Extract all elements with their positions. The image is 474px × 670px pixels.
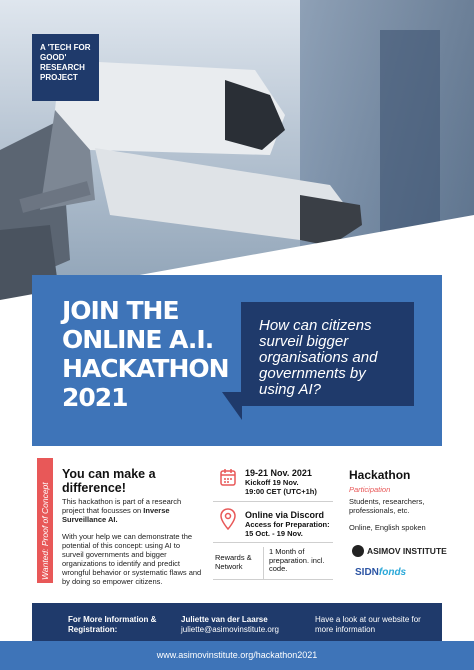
language-info: Online, English spoken [349, 523, 426, 532]
question-text: How can citizens surveil bigger organisations and governments by using AI? [259, 317, 378, 398]
participation-label: Participation [349, 485, 391, 494]
prep-dates: 15 Oct. - 19 Nov. [245, 528, 303, 538]
contact-bar [32, 603, 442, 641]
contact-person [181, 615, 279, 634]
calendar-icon [220, 468, 236, 486]
kickoff-time: 19:00 CET (UTC+1h) [245, 486, 317, 496]
sidn-fonds-logo [355, 567, 406, 578]
question-bubble-tail [222, 392, 242, 420]
main-headline: JOIN THE ONLINE A.I. HACKATHON 2021 [62, 296, 229, 412]
asimov-logo-text: ASIMOV INSTITUTE [367, 546, 447, 556]
prep-label: Access for Preparation: [245, 520, 330, 529]
rewards-value: 1 Month of preparation. incl. code. [269, 547, 325, 573]
website-note: Have a look at our website for more information [315, 615, 421, 634]
contact-email[interactable]: juliette@asimovinstitute.org [181, 624, 279, 634]
divider [213, 542, 333, 543]
research-project-badge: A 'TECH FOR GOOD' RESEARCH PROJECT [32, 34, 99, 101]
location-pin-icon [220, 508, 236, 530]
vertical-divider [263, 547, 264, 579]
sidn-logo-text-a: SIDN [355, 567, 379, 578]
hackathon-info [349, 468, 449, 532]
footer-url-bar [0, 641, 474, 670]
intro-paragraph-1 [62, 497, 202, 524]
asimov-logo-icon [352, 545, 364, 557]
asimov-institute-logo [352, 545, 447, 557]
website-link[interactable]: www.asimovinstitute.org/hackathon2021 [156, 650, 318, 660]
kickoff-label: Kickoff 19 Nov. [245, 478, 299, 487]
contact-label: For More Information & Registration: [68, 615, 157, 634]
hackathon-title: Hackathon [349, 468, 411, 482]
participants: Students, researchers, professionals, etc. [349, 497, 425, 515]
wanted-ribbon [37, 458, 53, 583]
divider [213, 501, 333, 502]
sidn-logo-text-b: fonds [378, 567, 407, 578]
event-date-range: 19-21 Nov. 2021 [245, 468, 312, 478]
contact-name: Juliette van der Laarse [181, 615, 268, 624]
divider [213, 579, 333, 580]
intro-p1-bold: Inverse Surveillance AI. [62, 506, 170, 524]
location-name: Online via Discord [245, 510, 325, 520]
intro-p1-text: This hackathon is part of a research project that focusses on [62, 497, 182, 515]
rewards-label: Rewards & Network [215, 553, 252, 571]
wanted-ribbon-label: Wanted: Proof of Concept [40, 482, 50, 580]
intro-paragraph-2: With your help we can demonstrate the potential of this concept: using AI to surveil governments and bigger organizations to identify and predict wrongful behavior or systematic flaws and by doing so empower citizens. [62, 532, 202, 586]
intro-title: You can make a difference! [62, 467, 156, 495]
